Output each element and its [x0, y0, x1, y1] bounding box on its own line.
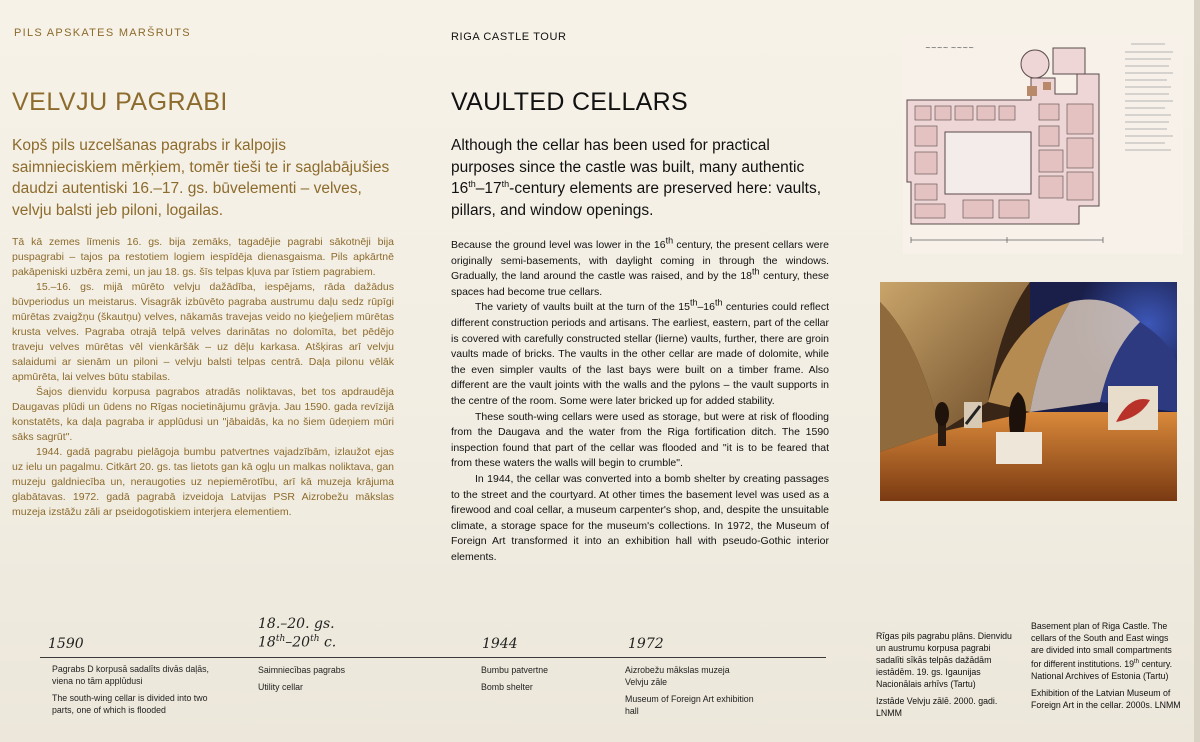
text-sup: th — [665, 235, 674, 246]
timeline-axis — [40, 657, 826, 658]
timeline-entry-18-20c — [258, 664, 418, 693]
timeline-text-en: The south-wing cellar is divided into two parts, one of which is flooded — [52, 693, 208, 715]
text-sup: th — [752, 266, 760, 277]
caption-plan-lv: Rīgas pils pagrabu plāns. Dienvidu un austrumu korpusa pagrabi sadalīti sīkās telpās dažādām iestādēm. 19. gs. Igaunijas Nacionālais arhīvs (Tartu) — [876, 631, 1012, 689]
text-run: Because the ground level was lower in the 16 — [451, 239, 666, 251]
timeline-text-en: Utility cellar — [258, 682, 303, 692]
timeline-entry-1944 — [481, 664, 601, 693]
timeline-year-1590: 1590 — [48, 636, 84, 652]
caption-plan-en — [1031, 620, 1181, 682]
lead-english — [451, 135, 831, 221]
castle-plan-drawing — [903, 34, 1183, 254]
body-latvian — [12, 235, 394, 520]
caption-run: Basement plan of Riga Castle. The cellars of the South and East wings are divided into small compartments for different institutions. 19 — [1031, 621, 1172, 669]
paragraph: Šajos dienvidu korpusa pagrabos atradās noliktavas, bet tos apdraudēja Daugavas plūdi un ūdens no Rīgas nocietinājumu grāvja. Jau 1590. gada revīzijā konstatēts, ka daļa pagraba ir applūdusi un "jābaidās, ka no šiem ūdeņiem mūri sāks sagrūt". — [12, 386, 394, 443]
timeline-year-1972: 1972 — [628, 636, 664, 652]
year-part: –20 — [285, 634, 311, 651]
text-run: centuries could reflect different construction periods and artisans. The earliest, eastern, part of the cellar is covered with carefully constructed stellar (lierne) vaults, further, there are groin vaults made of bricks. The vaults in the other cellar are made of dolomite, while the even simpler vaults of the last bays were built on a timber frame. Also different are the vault joints with the walls and the pylons – the vault supports in the centre of the room. Some were later bricked up for added stability. — [451, 301, 829, 407]
lead-en-part: –17 — [475, 180, 502, 197]
caption-sup: th — [1134, 659, 1140, 665]
title-english: VAULTED CELLARS — [451, 88, 688, 116]
paragraph: 15.–16. gs. mijā mūrēto velvju dažādība, iespējams, rāda dažādus būvperiodus un meistarus. Visagrāk izbūvēto pagraba austrumu daļu sedz rūpīgi mūrētas zvaigžņu (škautņu) velves, nākamās travejas veido no ķieģeļiem mūrētas krusta velves. Pagraba otrajā telpā velves darinātas no dolomīta, bet pēdējo traveju velves mūrētas vēl vienkāršāk – uz dēļu karkasa. Atšķiras arī velvju salaidumi ar sienām un piloni – velvju balsti telpas centrā. Daļa pilonu vēlāk apmūrēta, lai velves būtu stabilas. — [12, 281, 394, 383]
timeline-text-en: Museum of Foreign Art exhibition hall — [625, 694, 754, 716]
lead-en-sup: th — [501, 178, 510, 189]
lead-en-sup: th — [468, 178, 476, 189]
caption-latvian — [876, 630, 1016, 719]
text-sup: th — [714, 297, 723, 308]
timeline-text-lv: Aizrobežu mākslas muzeja Velvju zāle — [625, 665, 730, 687]
year-sup: th — [275, 634, 286, 644]
lead-en-part: Although the cellar has been used for practical purposes since the castle was built, many authentic — [451, 137, 805, 176]
panel-edge — [1194, 0, 1200, 742]
year-part: 18 — [258, 634, 276, 651]
text-run: –16 — [697, 301, 715, 314]
timeline-text-lv: Saimniecības pagrabs — [258, 665, 346, 675]
timeline-entry-1972 — [625, 664, 755, 717]
vaulted-cellar-photo — [880, 282, 1177, 501]
text-sup: th — [689, 297, 698, 308]
text-run: century, the present cellars were originally semi-basements, with daylight coming in through the windows. Gradually, the land around the castle was raised, and by the 18 — [451, 239, 829, 283]
paragraph: Tā kā zemes līmenis 16. gs. bija zemāks, tagadējie pagrabi sākotnēji bija puspagrabi – tajos pa restotiem logiem iespīdēja dienasgaisma. Pils apkārtnē pakāpeniski uzbēra zemi, un jau 18. gs. šīs telpas kļuva par īstiem pagrabiem. — [12, 236, 394, 278]
paragraph — [451, 235, 830, 300]
timeline-year-1944: 1944 — [482, 636, 518, 652]
paragraph: In 1944, the cellar was converted into a bomb shelter by creating passages to the street and the courtyard. At other times the basement level was used as a firewood and coal cellar, a museum carpenter's shop, and, despite the unsuitable climate, a storage space for the museum's collections. In 1972, the Museum of Foreign Art transformed it into an exhibition hall with pseudo-Gothic interior elements. — [451, 472, 829, 563]
svg-text:~~~~ ~~~~: ~~~~ ~~~~ — [925, 44, 975, 52]
timeline-entry-1590 — [52, 663, 222, 716]
caption-photo-en: Exhibition of the Latvian Museum of Foreign Art in the cellar. 2000s. LNMM — [1031, 687, 1181, 710]
timeline-text-lv: Bumbu patvertne — [481, 665, 548, 675]
caption-photo-lv: Izstāde Velvju zālē. 2000. gadi. LNMM — [876, 696, 998, 718]
caption-run: century. National Archives of Estonia (Tartu) — [1031, 658, 1173, 681]
paragraph: These south-wing cellars were used as storage, but were at risk of flooding from the Daugava and the water from the Riga fortification ditch. The 1590 inspection found that part of the cellar was flooded and "it is to be feared that from these waters the walls will begin to crumble". — [451, 410, 829, 470]
lead-latvian: Kopš pils uzcelšanas pagrabs ir kalpojis saimnieciskiem mērķiem, tomēr tieši te ir saglabājušies daudzi autentiski 16.–17. gs. būvelementi – velves, velvju balsti jeb piloni, logailas. — [12, 137, 390, 219]
paragraph: 1944. gadā pagrabu pielāgoja bumbu patvertnes vajadzībām, izlaužot ejas uz ielu un pagalmu. Citkārt 20. gs. tas lietots gan kā ogļu un malkas noliktava, gan muzeju galdniecība un, neraugoties uz nepiemērotību, arī kā muzeja krājuma glabātavas. 1972. gadā pagrabā izveidoja Latvijas PSR Aizrobežu mākslas muzeja izstāžu zāli ar pseidogotiskiem interjera elementiem. — [12, 446, 394, 518]
vaulted-cellar-drawing — [880, 282, 1177, 501]
timeline-year-range-lv: 18.–20. gs. — [258, 616, 335, 632]
header-latvian: PILS APSKATES MARŠRUTS — [14, 27, 191, 39]
header-english: RIGA CASTLE TOUR — [451, 31, 567, 43]
castle-plan-image — [903, 34, 1183, 254]
body-english — [451, 235, 830, 565]
year-part: c. — [319, 634, 337, 651]
lead-en-part: -century elements are preserved here: vaults, pillars, and window openings. — [451, 180, 822, 219]
caption-english — [1031, 620, 1181, 711]
text-run: century, these spaces had become true cellars. — [451, 270, 830, 298]
text-run: The variety of vaults built at the turn of the 15 — [475, 301, 690, 314]
title-latvian: VELVJU PAGRABI — [12, 88, 228, 116]
year-sup: th — [310, 634, 320, 644]
lead-en-part: 16 — [451, 180, 469, 197]
timeline-text-en: Bomb shelter — [481, 682, 533, 692]
paragraph — [451, 297, 829, 409]
timeline-text-lv: Pagrabs D korpusā sadalīts divās daļās, viena no tām applūdusi — [52, 664, 209, 686]
timeline-year-range-en — [258, 634, 336, 651]
